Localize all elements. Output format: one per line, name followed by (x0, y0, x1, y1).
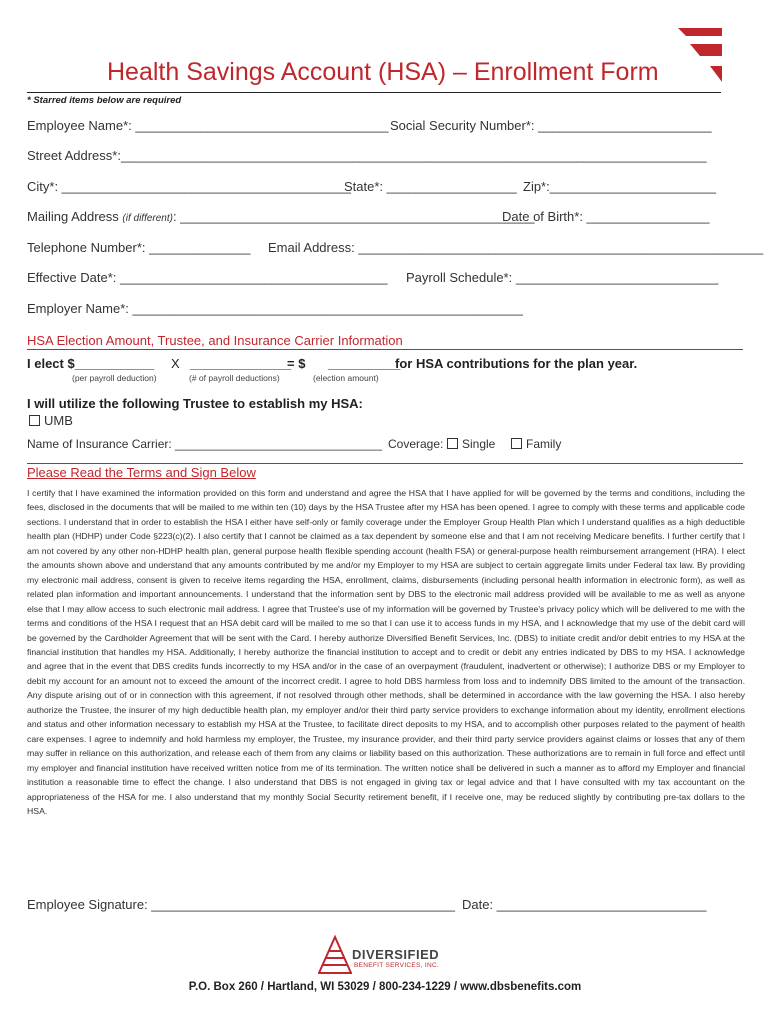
election-section-divider (27, 349, 743, 350)
logo-subtitle: BENEFIT SERVICES, INC. (354, 962, 440, 969)
trustee-umb-option[interactable] (29, 413, 73, 428)
logo-name: DIVERSIFIED (352, 947, 440, 962)
times-symbol: X (171, 356, 180, 371)
coverage-single-option[interactable] (447, 437, 495, 451)
zip-field[interactable]: Zip*:_______________________ (523, 179, 717, 194)
telephone-field[interactable]: Telephone Number*: ______________ (27, 240, 251, 255)
election-for-text: for HSA contributions for the plan year. (395, 356, 638, 371)
employee-name-field[interactable]: Employee Name*: ___________________________________ (27, 118, 389, 133)
form-title: Health Savings Account (HSA) – Enrollment Form (107, 58, 659, 86)
family-checkbox[interactable] (511, 438, 522, 449)
employer-name-field[interactable]: Employer Name*: ______________________________________________________ (27, 301, 523, 316)
corner-logo-icon (676, 26, 724, 86)
street-address-field[interactable]: Street Address*:_________________________________________________________________________________ (27, 148, 707, 163)
date-of-birth-field[interactable]: Date of Birth*: _________________ (502, 209, 710, 224)
required-note: * Starred items below are required (27, 95, 182, 106)
signature-date-field[interactable]: Date: _____________________________ (462, 897, 707, 912)
mailing-address-note: (if different) (122, 213, 173, 224)
mailing-address-line: : _________________________________________________ (172, 209, 535, 224)
umb-checkbox[interactable] (29, 415, 40, 426)
employee-signature-field[interactable]: Employee Signature: __________________________________________ (27, 897, 455, 912)
footer-contact: P.O. Box 260 / Hartland, WI 53029 / 800-234-1229 / www.dbsbenefits.com (188, 981, 582, 993)
dbs-logo (318, 935, 458, 977)
payroll-schedule-field[interactable]: Payroll Schedule*: ____________________________ (406, 270, 719, 285)
num-deductions-field[interactable]: ______________ (190, 356, 292, 371)
triangle-logo-icon (318, 935, 352, 975)
family-label: Family (526, 437, 562, 451)
trustee-heading: I will utilize the following Trustee to establish my HSA: (27, 396, 363, 411)
ssn-field[interactable]: Social Security Number*: ________________________ (390, 118, 712, 133)
coverage-label: Coverage: (388, 437, 444, 451)
mailing-address-field[interactable] (27, 209, 534, 224)
election-amount-field[interactable]: __________ (328, 356, 401, 371)
single-checkbox[interactable] (447, 438, 458, 449)
elect-amount-field[interactable]: I elect $___________ (27, 356, 155, 371)
single-label: Single (462, 437, 496, 451)
umb-label: UMB (44, 413, 73, 428)
effective-date-field[interactable]: Effective Date*: _____________________________________ (27, 270, 388, 285)
mailing-address-label: Mailing Address (27, 209, 119, 224)
terms-body: I certify that I have examined the information provided on this form and understand and agree the HSA that I have applied for will be governed by the terms and conditions, including the fees, disclosed in the documents that will be mailed to me within ten (10) days by the HSA Trustee after my HSA has been opened. I agree to comply with these terms and applicable code sections. I understand that in order to establish the HSA I either have self-only or family coverage under the Employer Group Health Plan which I understand qualifies as a high deductible health plan (HDHP) under Code §223(c)(2). I also certify that I cannot be claimed as a tax dependent by someone else and that I am not receiving Medicare benefits. I further certify that I am not covered by any other non-HDHP health plan, general purpose health flexible spending account (health FSA) or general-purpose health reimbursement arrangement (HRA). I elect the amounts shown above and understand that any amounts contributed by me and/or my Employer to my HSA are subject to certain aggregate limits under Federal tax law. By providing my electronic mail address, consent is given to receive items regarding the HSA, enrollment, claims, disbursements (including personal health information in electronic form), as well as related plan information and important announcements. I understand that the information sent by DBS to the electronic mail address provided will be available to me as well as anyone else that I may allow access to such electronic mail address. I agree that Trustee's use of my information will be governed by Trustee's privacy policy which will be delivered to me with the terms and conditions of the HSA I request that an HSA debit card will be mailed to me so that I can use it to access funds in my HSA, and I acknowledge that my use of the debit card will be governed by the Cardholder Agreement that will be sent with the Card. I hereby authorize Diversified Benefit Services, Inc. (DBS) to initiate credit and/or debit entries to my HSA at the financial institution that handles my HSA. Additionally, I hereby authorize the financial institution to accept and to credit or debit any entries indicated by DBS to my HSA. I acknowledge and agree that in the event that DBS credits funds incorrectly to my HSA and/or in the case of an overpayment (fraudulent, inadvertent or otherwise); I authorize DBS or my Employer to debit my account for an amount not to exceed the amount of the incorrect credit. I agree to hold DBS harmless from loss and to indemnify DBS limited to the amount of the transaction. Any dispute arising out of or in connection with this agreement, if not resolved through other methods, shall be determined in accordance with the law governing the HSA. I also hereby authorize the Trustee, the insurer of my high deductible health plan, my employer and/or their third party service providers to exchange information about my identity, enrollment elections and status and other information necessary to establish my HSA at the Trustee, to facilitate direct deposits to my HSA, and to accomplish other purposes related to the payment of health care expenses. I agree to indemnify and hold harmless my employer, the Trustee, my insurance provider, and their third party service providers against claims or losses that any of them may suffer in reliance on this authorization, and release each of them from any claims or liability based on this authorization. These authorizations are to remain in full force and effect until my employer and financial institution have received written notice from me of its termination. The written notice shall be delivered in such a manner as to afford my Employer and financial institution a reasonable time to effect the change. I also understand that DBS is not engaged in giving tax or legal advice and that I have consulted with my tax accountant on the appropriateness of the HSA for me. I also understand that my monthly Social Security retirement benefit, if I receive one, may be reduced slightly by contributing pre-tax dollars to the HSA. (27, 488, 745, 816)
title-divider (27, 92, 721, 93)
caption-election-amount: (election amount) (313, 373, 379, 383)
email-field[interactable]: Email Address: ________________________________________________________ (268, 240, 764, 255)
equals-symbol: = $ (287, 356, 306, 371)
terms-heading: Please Read the Terms and Sign Below (27, 465, 256, 480)
caption-per-payroll: (per payroll deduction) (72, 373, 157, 383)
state-field[interactable]: State*: __________________ (344, 179, 517, 194)
insurance-carrier-field[interactable]: Name of Insurance Carrier: _______________________________ (27, 437, 382, 451)
caption-num-deductions: (# of payroll deductions) (189, 373, 280, 383)
city-field[interactable]: City*: ________________________________________ (27, 179, 351, 194)
coverage-family-option[interactable] (511, 437, 561, 451)
election-section-title: HSA Election Amount, Trustee, and Insurance Carrier Information (27, 333, 403, 348)
terms-section-divider (27, 463, 743, 464)
